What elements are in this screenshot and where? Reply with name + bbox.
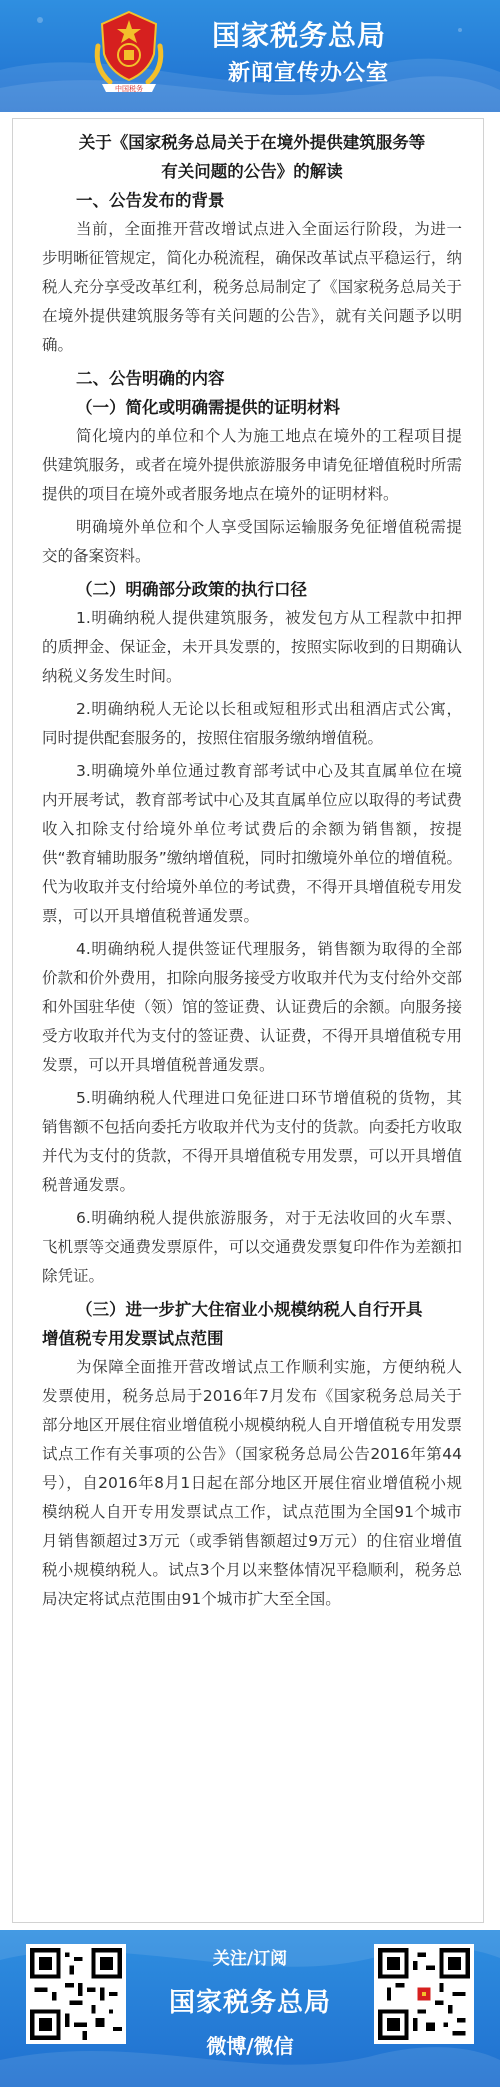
footer-banner <box>0 1930 500 2087</box>
policy-item-1: 1.明确纳税人提供建筑服务，被发包方从工程款中扣押的质押金、保证金，未开具发票的，按照实际收到的日期确认纳税义务发生时间。 <box>42 609 462 685</box>
section1-paragraph: 当前，全面推开营改增试点进入全面运行阶段，为进一步明晰征管规定，简化办税流程，确保改革试点平稳运行，纳税人充分享受改革红利，税务总局制定了《国家税务总局关于在境外提供建筑服务等有关问题的公告》，就有关问题予以明确。 <box>42 220 462 354</box>
org-subtitle: 新闻宣传办公室 <box>228 61 390 86</box>
wechat-qr-code[interactable] <box>374 1944 474 2044</box>
subsection3-paragraph: 为保障全面推开营改增试点工作顺利实施，方便纳税人发票使用，税务总局于2016年7月发布《国家税务总局关于部分地区开展住宿业增值税小规模纳税人自开增值税专用发票试点工作有关事项的公告》（国家税务总局公告2016年第44号），自2016年8月1日起在部分地区开展住宿业增值税小规模纳税人自开专用发票试点工作，试点范围为全国91个城市月销售额超过3万元（或季销售额超过9万元）的住宿业增值税小规模纳税人。试点3个月以来整体情况平稳顺利，税务总局决定将试点范围由91个城市扩大至全国。 <box>42 1358 462 1608</box>
weibo-wechat-text: 微博/微信 <box>206 2034 294 2058</box>
footer-brand-title: 国家税务总局 <box>168 1988 331 2018</box>
article-title-line2: 有关问题的公告》的解读 <box>161 162 343 181</box>
policy-item-2: 2.明确纳税人无论以长租或短租形式出租酒店式公寓，同时提供配套服务的，按照住宿服务缴纳增值税。 <box>42 700 462 747</box>
section2-heading: 二、公告明确的内容 <box>76 369 225 388</box>
section1-heading: 一、公告发布的背景 <box>76 191 225 210</box>
policy-item-4: 4.明确纳税人提供签证代理服务，销售额为取得的全部价款和价外费用，扣除向服务接受方收取并代为支付给外交部和外国驻华使（领）馆的签证费、认证费后的余额。向服务接受方收取并代为支付的签证费、认证费，不得开具增值税专用发票，可以开具增值税普通发票。 <box>42 940 462 1074</box>
subsection1-paragraph1: 简化境内的单位和个人为施工地点在境外的工程项目提供建筑服务，或者在境外提供旅游服务申请免征增值税时所需提供的项目在境外或者服务地点在境外的证明材料。 <box>42 427 462 503</box>
policy-item-3: 3.明确境外单位通过教育部考试中心及其直属单位在境内开展考试，教育部考试中心及其直属单位应以取得的考试费收入扣除支付给境外单位考试费后的余额为销售额，按提供“教育辅助服务”缴纳增值税，同时扣缴境外单位的增值税。代为收取并支付给境外单位的考试费，不得开具增值税专用发票，可以开具增值税普通发票。 <box>42 762 462 925</box>
subsection1-heading: （一）简化或明确需提供的证明材料 <box>76 398 340 417</box>
org-title: 国家税务总局 <box>212 19 387 52</box>
article-content <box>42 128 462 1618</box>
tax-emblem-icon <box>88 6 170 102</box>
subsection3-heading-line1: （三）进一步扩大住宿业小规模纳税人自行开具 <box>76 1300 423 1319</box>
qr-code-icon <box>378 1948 470 2040</box>
follow-subscribe-text: 关注/订阅 <box>212 1949 288 1969</box>
header-banner <box>0 0 500 112</box>
article-title-line1: 关于《国家税务总局关于在境外提供建筑服务等 <box>78 133 426 152</box>
policy-item-6: 6.明确纳税人提供旅游服务，对于无法收回的火车票、飞机票等交通费发票原件，可以交通费发票复印件作为差额扣除凭证。 <box>42 1209 462 1285</box>
subsection1-paragraph2: 明确境外单位和个人享受国际运输服务免征增值税需提交的备案资料。 <box>42 518 462 565</box>
emblem-script-text: 中国税务 <box>115 85 143 93</box>
subsection3-heading-line2: 增值税专用发票试点范围 <box>42 1329 224 1348</box>
policy-item-5: 5.明确纳税人代理进口免征进口环节增值税的货物，其销售额不包括向委托方收取并代为支付的货款。向委托方收取并代为支付的货款，不得开具增值税专用发票，可以开具增值税普通发票。 <box>42 1089 462 1194</box>
subsection2-heading: （二）明确部分政策的执行口径 <box>76 580 307 599</box>
